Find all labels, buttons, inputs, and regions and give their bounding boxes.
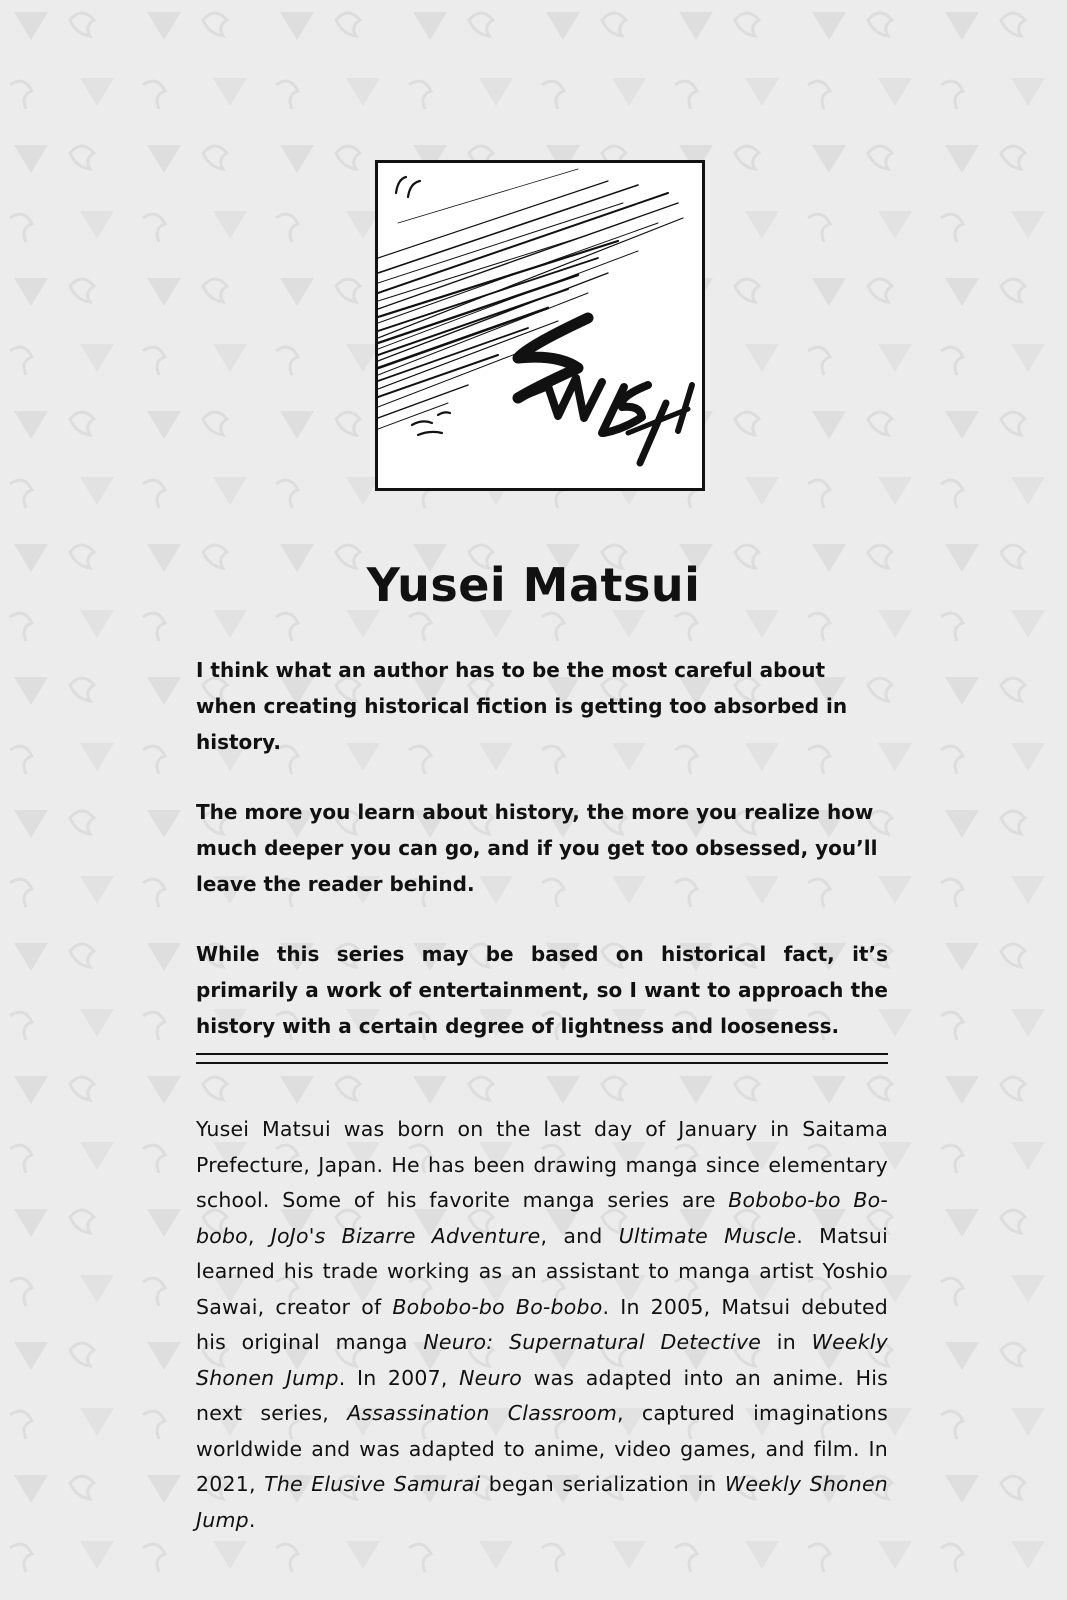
title-ultimate-muscle: Ultimate Muscle xyxy=(618,1223,797,1248)
bio-text: , xyxy=(247,1223,271,1248)
bio-text: Yusei Matsui was born on the last day of January in Saitama Prefecture, Japan. He has been drawing manga since elementary school. Some of his favorite manga series are xyxy=(196,1117,888,1212)
bio-text: . xyxy=(248,1507,256,1532)
speed-lines-icon xyxy=(378,163,702,488)
title-jojo: JoJo's Bizarre Adventure xyxy=(270,1223,541,1248)
title-neuro: Neuro xyxy=(459,1365,523,1390)
title-elusive-samurai: The Elusive Samurai xyxy=(264,1472,481,1496)
bio-text: . Matsui learned his trade working as an assistant to manga artist Yoshio Sawai, creator of xyxy=(196,1223,888,1319)
comment-paragraph: I think what an author has to be the most careful about when creating historical fiction is getting too absorbed in history. xyxy=(196,658,848,754)
comment-paragraph: The more you learn about history, the more you realize how much deeper you can go, and if you get too obsessed, you’ll leave the reader behind. xyxy=(196,800,878,896)
bio-text: . In 2007, xyxy=(338,1365,460,1390)
bio-text: , and xyxy=(540,1223,619,1248)
title-weekly-shonen-jump: Weekly Shonen Jump xyxy=(196,1330,888,1390)
manga-panel xyxy=(375,160,705,491)
author-name: Yusei Matsui xyxy=(366,558,701,612)
divider-line xyxy=(196,1062,888,1064)
bio-text: began serialization in xyxy=(480,1472,725,1496)
swish-sfx xyxy=(518,318,692,463)
author-bio xyxy=(196,1112,888,1538)
bio-text: , captured imaginations worldwide and was adapted to anime, video games, and film. In 2021, xyxy=(196,1401,888,1496)
bio-text: was adapted into an anime. His next series, xyxy=(196,1365,888,1425)
comment-paragraph: While this series may be based on historical fact, it’s primarily a work of entertainment, so I want to approach the history with a certain degree of lightness and looseness. xyxy=(196,942,888,1038)
author-comment xyxy=(196,652,888,1078)
title-assassination-classroom: Assassination Classroom xyxy=(347,1401,618,1425)
bio-text: . In 2005, Matsui debuted his original manga xyxy=(196,1294,888,1354)
divider-line xyxy=(196,1053,888,1055)
title-neuro-detective: Neuro: Supernatural Detective xyxy=(423,1330,762,1354)
bio-text: in xyxy=(761,1330,812,1354)
title-bobobo: Bobobo-bo Bo-bobo xyxy=(196,1188,888,1248)
title-bobobo: Bobobo-bo Bo-bobo xyxy=(392,1294,603,1319)
title-weekly-shonen-jump: Weekly Shonen Jump xyxy=(196,1472,888,1532)
